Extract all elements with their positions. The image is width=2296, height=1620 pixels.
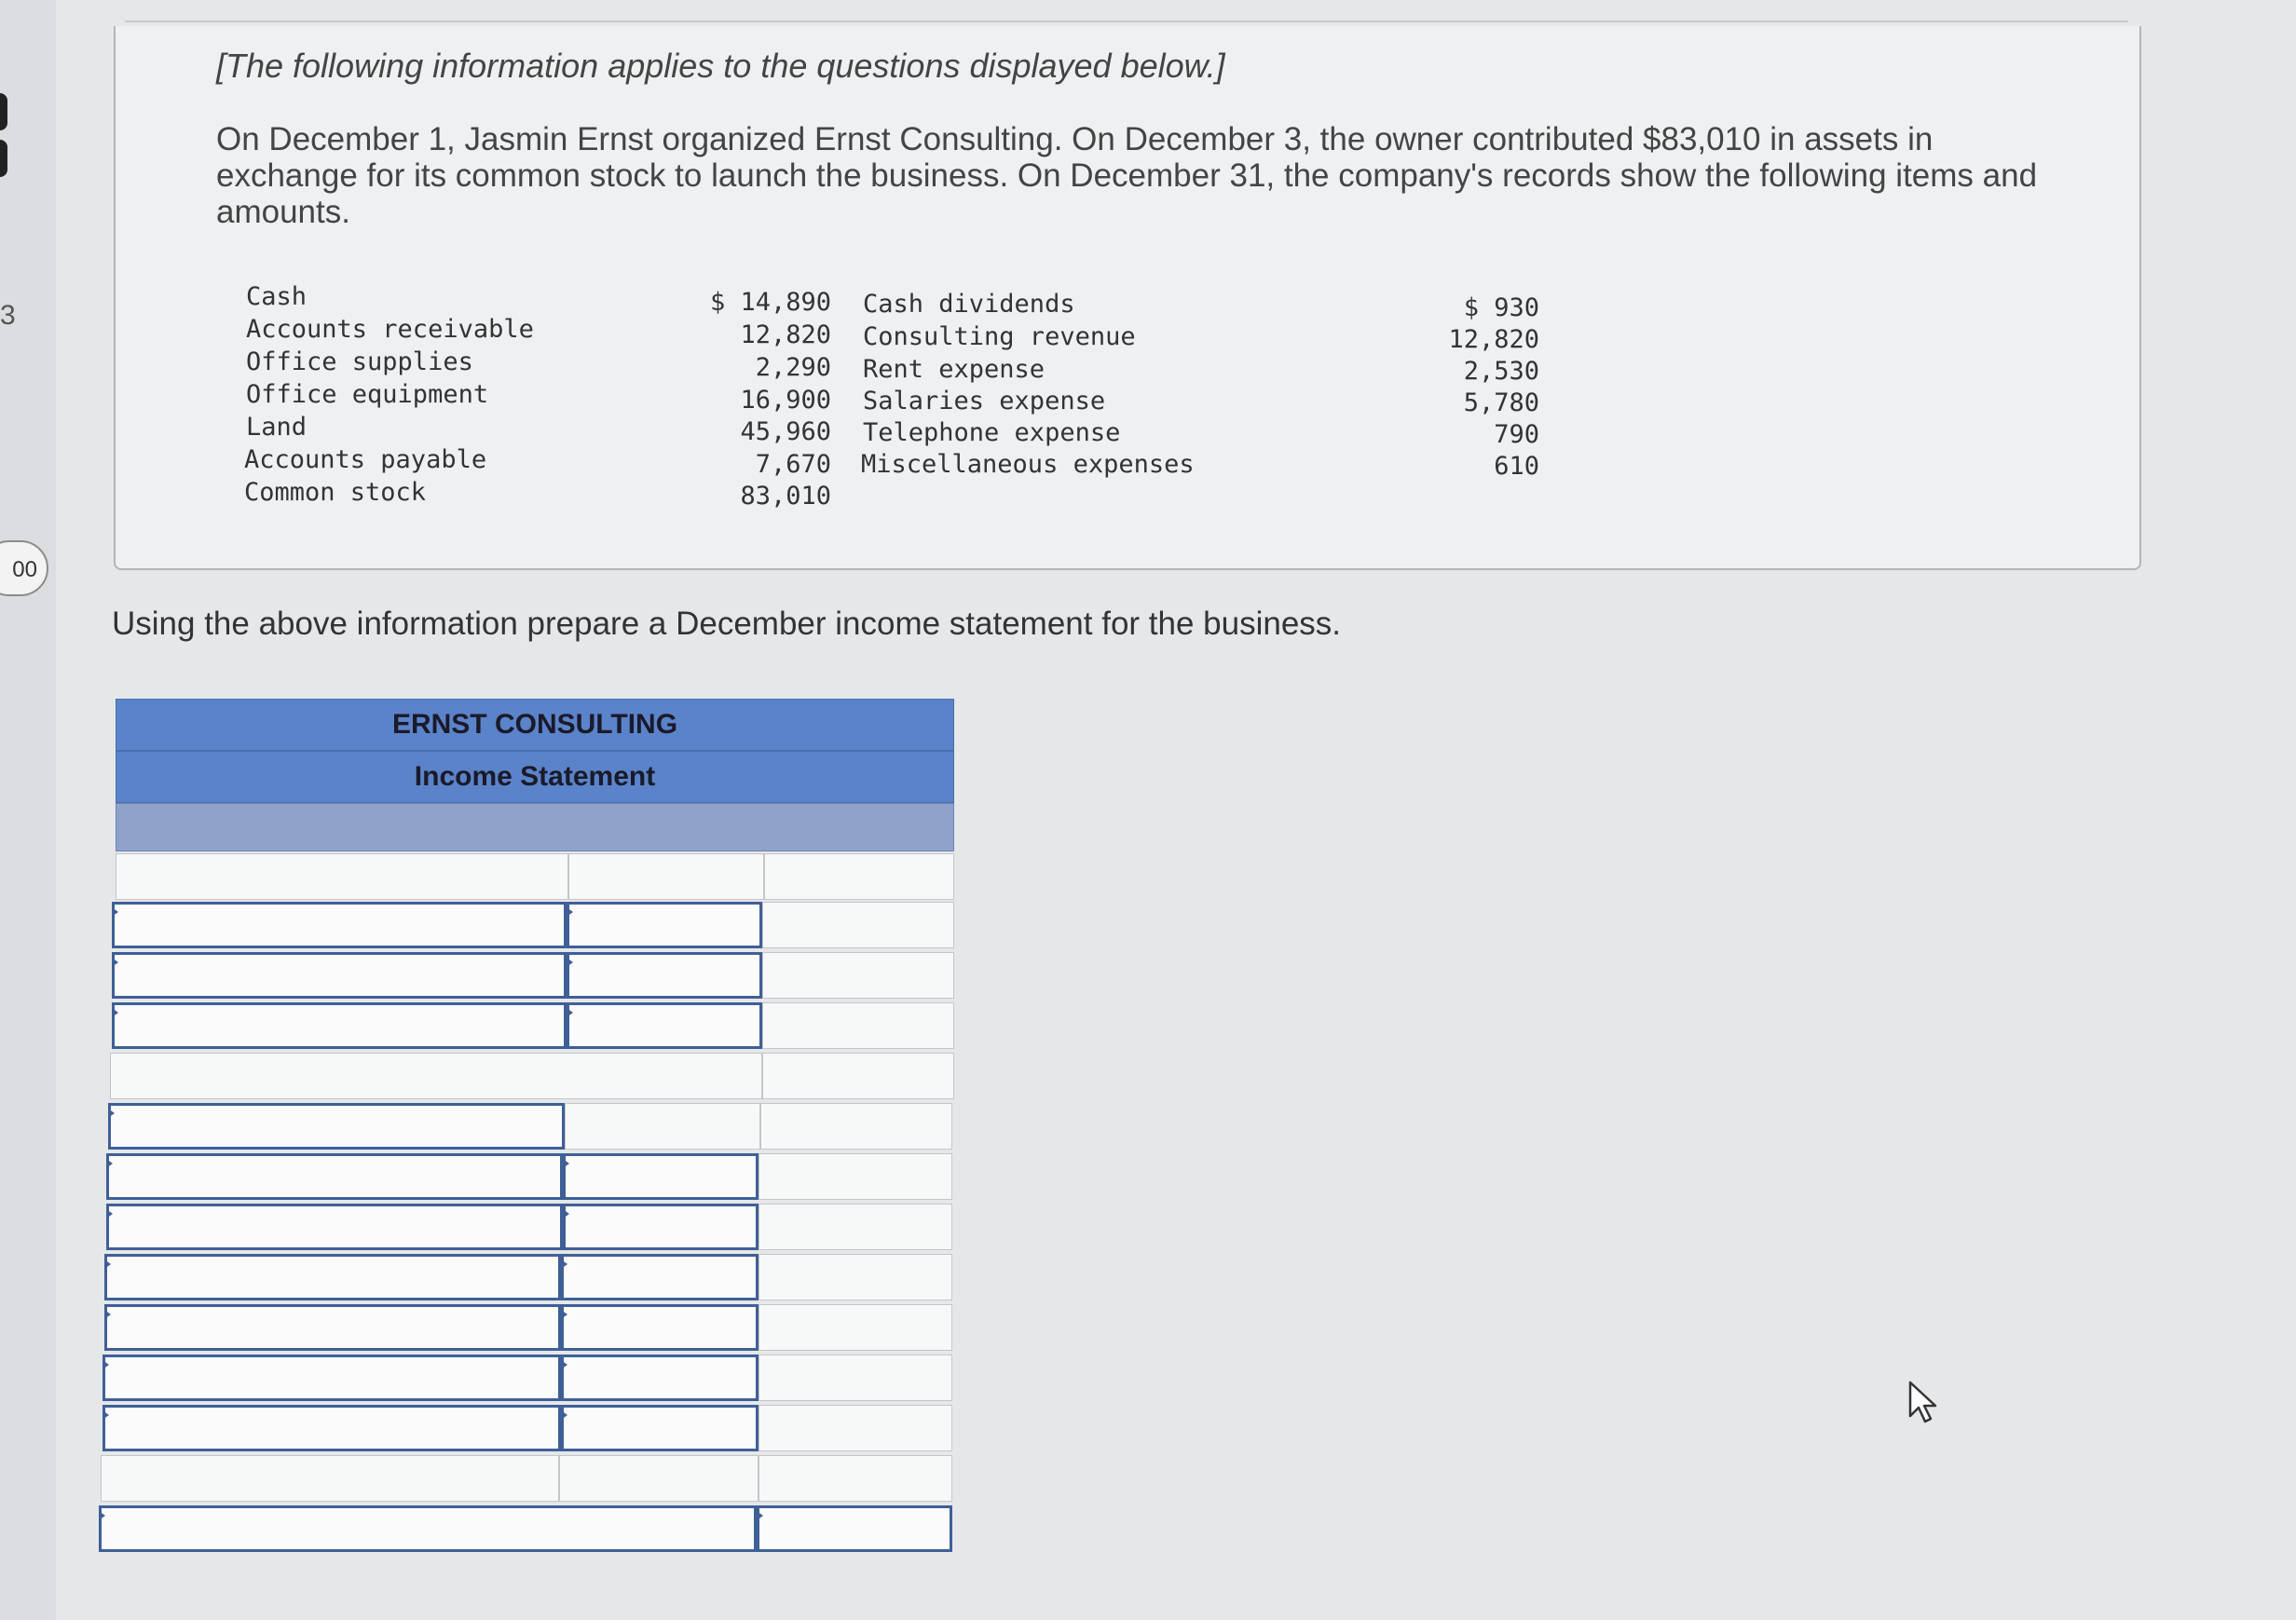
account-select-input[interactable]: [107, 1257, 558, 1298]
amount-input[interactable]: [566, 1206, 756, 1247]
account-name: Office equipment: [246, 380, 489, 409]
statement-title-header: [116, 751, 954, 803]
account-name: Land: [246, 413, 308, 442]
line-amount-cell[interactable]: [568, 853, 764, 900]
net-income-label-input[interactable]: [102, 1508, 754, 1549]
account-select-input[interactable]: [109, 1206, 560, 1247]
total-amount-cell[interactable]: [762, 1053, 954, 1099]
amount-input[interactable]: [569, 955, 759, 996]
line-label-input[interactable]: [116, 854, 567, 899]
account-amount: 2,530: [1463, 357, 1539, 386]
account-select[interactable]: [112, 952, 567, 999]
score-badge[interactable]: 00: [0, 540, 48, 596]
account-select-input[interactable]: [115, 1005, 564, 1046]
amount-input-cell[interactable]: [561, 1254, 758, 1300]
statement-row: [110, 1053, 954, 1099]
account-amount: 83,010: [740, 482, 831, 511]
line-total-cell: [758, 1355, 952, 1401]
amount-input-cell[interactable]: [563, 1153, 758, 1200]
nav-marker: [0, 140, 7, 177]
amount-input[interactable]: [566, 1156, 756, 1197]
line-amount-cell[interactable]: [565, 1103, 760, 1150]
account-select[interactable]: [106, 1204, 563, 1250]
statement-row: [104, 1254, 952, 1300]
info-note: [The following information applies to the questions displayed below.]: [216, 47, 1225, 85]
account-name: Salaries expense: [863, 387, 1106, 415]
line-label-cell[interactable]: [116, 853, 568, 900]
account-name: Common stock: [244, 478, 427, 507]
amount-input[interactable]: [564, 1357, 756, 1398]
total-label-cell[interactable]: [110, 1053, 762, 1099]
company-name: ERNST CONSULTING: [391, 709, 678, 740]
statement-row: [116, 853, 954, 900]
line-total-input[interactable]: [759, 1456, 951, 1501]
account-name: Consulting revenue: [863, 322, 1136, 351]
statement-row: [99, 1505, 952, 1552]
line-total-cell: [758, 1204, 952, 1250]
line-total-cell: [762, 952, 954, 999]
amount-input[interactable]: [564, 1408, 756, 1449]
account-select[interactable]: [112, 902, 567, 948]
left-gutter: [0, 0, 56, 1620]
net-income-amount-input[interactable]: [759, 1508, 950, 1549]
account-amount: 610: [1494, 452, 1539, 481]
account-amount: 16,900: [740, 386, 831, 415]
account-select-input[interactable]: [109, 1156, 560, 1197]
account-select-input[interactable]: [107, 1307, 558, 1348]
statement-row: [102, 1405, 952, 1451]
line-amount-input[interactable]: [569, 854, 763, 899]
line-amount-cell[interactable]: [559, 1455, 758, 1502]
amount-input[interactable]: [564, 1257, 756, 1298]
statement-period-field[interactable]: [116, 803, 954, 851]
line-total-input[interactable]: [765, 854, 953, 899]
question-number: 3: [0, 300, 16, 331]
statement-row: [112, 902, 954, 948]
mouse-pointer-icon: [1905, 1379, 1942, 1425]
line-total-cell: [758, 1405, 952, 1451]
statement-title: Income Statement: [414, 761, 656, 792]
line-total-cell[interactable]: [764, 853, 954, 900]
amount-input-cell[interactable]: [567, 1002, 762, 1049]
account-amount: 12,820: [1448, 325, 1539, 354]
account-name: Cash dividends: [863, 290, 1075, 319]
line-total-cell: [758, 1304, 952, 1351]
amount-input-cell[interactable]: [567, 952, 762, 999]
line-total-cell[interactable]: [758, 1455, 952, 1502]
period-input[interactable]: [116, 804, 957, 852]
net-income-amount-cell[interactable]: [757, 1505, 952, 1552]
statement-row: [112, 1002, 954, 1049]
statement-company-header: [116, 699, 954, 751]
statement-row: [102, 1355, 952, 1401]
account-amount: 45,960: [740, 417, 831, 446]
account-amount: $ 930: [1463, 293, 1539, 322]
amount-input[interactable]: [569, 1005, 759, 1046]
line-amount-input[interactable]: [560, 1456, 758, 1501]
line-amount-input[interactable]: [566, 1104, 759, 1149]
account-select[interactable]: [104, 1304, 561, 1351]
statement-row: [112, 952, 954, 999]
account-amount: 12,820: [740, 320, 831, 349]
account-name: Accounts receivable: [246, 315, 534, 344]
account-select[interactable]: [104, 1254, 561, 1300]
account-select-input[interactable]: [115, 955, 564, 996]
amount-input[interactable]: [569, 905, 759, 946]
amount-input-cell[interactable]: [561, 1405, 758, 1451]
info-divider: [125, 20, 2128, 22]
statement-row: [101, 1455, 952, 1502]
account-select-input[interactable]: [111, 1106, 562, 1147]
line-total-cell: [762, 1002, 954, 1049]
account-amount: 2,290: [755, 353, 831, 382]
nav-marker: [0, 93, 7, 130]
account-name: Accounts payable: [244, 445, 487, 474]
account-amount: 790: [1494, 420, 1539, 449]
account-select-input[interactable]: [105, 1408, 558, 1449]
line-total-cell[interactable]: [760, 1103, 952, 1150]
line-total-cell: [762, 902, 954, 948]
statement-row: [108, 1103, 952, 1150]
amount-input[interactable]: [564, 1307, 756, 1348]
account-select[interactable]: [102, 1355, 561, 1401]
account-select-input[interactable]: [115, 905, 564, 946]
account-select[interactable]: [108, 1103, 565, 1150]
account-select[interactable]: [106, 1153, 563, 1200]
line-total-cell: [758, 1254, 952, 1300]
account-name: Office supplies: [246, 347, 473, 376]
total-amount-input[interactable]: [763, 1054, 953, 1098]
account-select-input[interactable]: [105, 1357, 558, 1398]
info-paragraph: On December 1, Jasmin Ernst organized Ernst Consulting. On December 3, the owner contributed $83,010 in assets in exchange for its common stock to launch the business. On December 31, the company's records show the following items and amounts.: [216, 121, 2038, 230]
account-amount: 5,780: [1463, 388, 1539, 417]
account-amount: 7,670: [755, 450, 831, 479]
account-name: Cash: [246, 282, 308, 311]
account-name: Telephone expense: [863, 418, 1121, 447]
account-name: Miscellaneous expenses: [861, 450, 1195, 479]
instruction-text: Using the above information prepare a December income statement for the business.: [112, 606, 1342, 642]
amount-input-cell[interactable]: [561, 1355, 758, 1401]
amount-input-cell[interactable]: [563, 1204, 758, 1250]
amount-input-cell[interactable]: [567, 902, 762, 948]
account-name: Rent expense: [863, 355, 1046, 384]
statement-row: [106, 1204, 952, 1250]
line-total-cell: [758, 1153, 952, 1200]
account-select[interactable]: [112, 1002, 567, 1049]
line-label-cell[interactable]: [101, 1455, 559, 1502]
total-label-input[interactable]: [111, 1054, 761, 1098]
statement-row: [106, 1153, 952, 1200]
line-total-input[interactable]: [761, 1104, 951, 1149]
line-label-input[interactable]: [102, 1456, 558, 1501]
net-income-label-select[interactable]: [99, 1505, 757, 1552]
account-amount: $ 14,890: [709, 288, 831, 317]
amount-input-cell[interactable]: [561, 1304, 758, 1351]
statement-row: [104, 1304, 952, 1351]
account-select[interactable]: [102, 1405, 561, 1451]
